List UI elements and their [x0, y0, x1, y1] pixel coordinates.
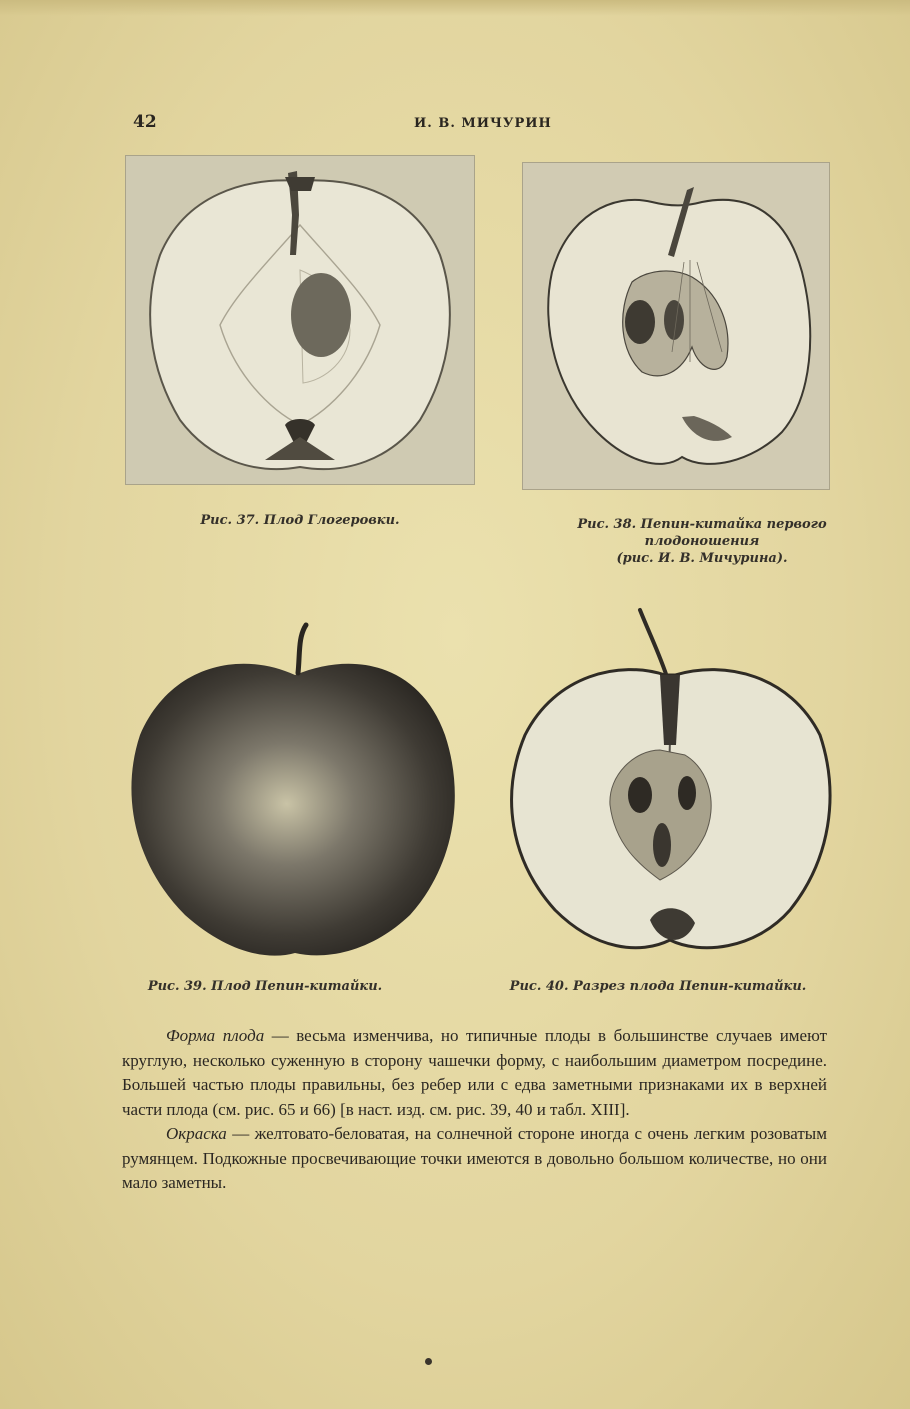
- figure-40-image: [500, 605, 840, 960]
- figure-40-caption: Рис. 40. Разрез плода Пепин-китайки.: [509, 979, 807, 994]
- figure-37-image: [125, 155, 475, 485]
- paragraph-coloration-text: — желтовато-беловатая, на солнечной стороне иногда с очень легким розоватым румянцем. Подкожные просвечивающие точки имеются в довольно большом количестве, но они мало заметны.: [122, 1124, 827, 1192]
- figure-38-image: [522, 162, 830, 490]
- page-header: [0, 112, 910, 136]
- page-dot: [425, 1358, 432, 1365]
- page-number: 42: [133, 112, 157, 132]
- figure-37-caption: Рис. 37. Плод Глогеровки.: [200, 513, 400, 528]
- term-fruit-shape: Форма плода: [166, 1026, 265, 1045]
- running-head: И. В. МИЧУРИН: [414, 116, 552, 131]
- figure-38-caption-line-2: плодоношения: [644, 534, 760, 549]
- figure-39-caption: Рис. 39. Плод Пепин-китайки.: [147, 979, 383, 994]
- body-text: [122, 1024, 827, 1196]
- term-coloration: Окраска: [166, 1124, 227, 1143]
- figure-38-caption: [552, 516, 852, 567]
- figure-39-image: [120, 615, 470, 965]
- page-top-edge: [0, 0, 910, 16]
- paragraph-coloration: [122, 1122, 827, 1196]
- figure-38-caption-line-3: (рис. И. В. Мичурина).: [616, 551, 788, 566]
- figure-38-caption-line-1: Рис. 38. Пепин-китайка первого: [577, 517, 827, 532]
- paragraph-fruit-shape-text: — весьма изменчива, но типичные плоды в большинстве случаев имеют круглую, несколько суженную в сторону чашечки форму, с наибольшим диаметром посредине. Большей частью плоды правильны, без ребер или с едва заметными признаками их в верхней части плода (см. рис. 65 и 66) [в наст. изд. см. рис. 39, 40 и табл. XIII].: [122, 1026, 828, 1119]
- paragraph-fruit-shape: [122, 1024, 827, 1122]
